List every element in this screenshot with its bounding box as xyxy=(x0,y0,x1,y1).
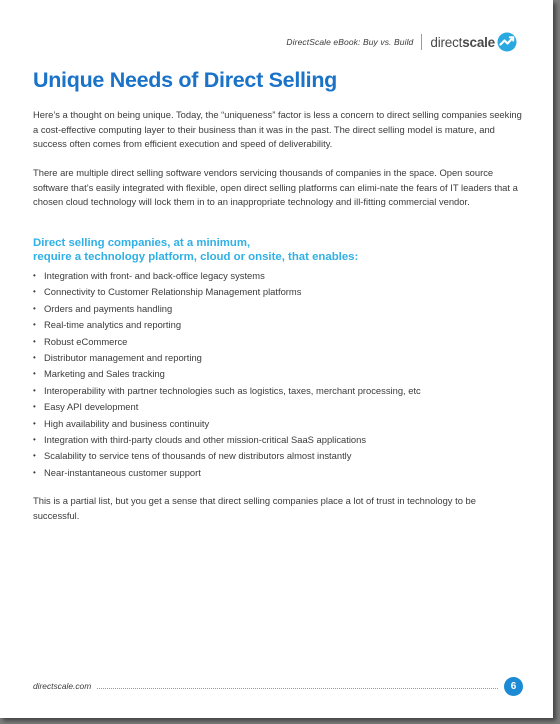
list-item xyxy=(33,366,421,382)
vendors-paragraph: There are multiple direct selling software vendors servicing thousands of companies in the space. Open source software that’s easily integrated with flexible, open direct selling platforms can elimi-nate the fears of IT leaders that a chosen cloud technology will lock them in to an inappropriate technology and ill-fitting commercial vendor. xyxy=(33,167,518,208)
bullet-icon: • xyxy=(33,336,36,346)
check-trend-icon xyxy=(497,32,517,52)
bullet-icon: • xyxy=(33,287,36,297)
list-item-text: Integration with front- and back-office legacy systems xyxy=(44,270,265,281)
list-item-text: Scalability to service tens of thousands of new distributors almost instantly xyxy=(44,450,352,462)
logo-text-scale: scale xyxy=(462,34,495,50)
list-item xyxy=(33,416,421,432)
list-item-text: Integration with third-party clouds and other mission-critical SaaS applications xyxy=(44,433,367,445)
page-header xyxy=(286,30,517,54)
directscale-logo xyxy=(430,32,517,52)
bullet-icon: • xyxy=(33,320,36,330)
closing-paragraph: This is a partial list, but you get a sense that direct selling companies place a lot of trust in technology to be successful. xyxy=(33,495,476,521)
page-title: Unique Needs of Direct Selling xyxy=(33,68,337,92)
list-item xyxy=(33,432,421,448)
list-item xyxy=(33,383,421,399)
list-item-text: Easy API development xyxy=(44,401,139,413)
page-footer xyxy=(33,676,523,696)
list-item-text: Near-instantaneous customer support xyxy=(44,466,201,478)
footer-dotted-rule xyxy=(97,688,498,689)
bullet-icon: • xyxy=(33,402,36,412)
list-item xyxy=(33,268,421,284)
page-number-badge: 6 xyxy=(504,677,523,696)
logo-text-direct: direct xyxy=(430,34,463,50)
requirements-list xyxy=(33,268,421,481)
list-item-text: Marketing and Sales tracking xyxy=(44,368,165,380)
list-item-text: Distributor management and reporting xyxy=(44,351,202,363)
list-item-text: Robust eCommerce xyxy=(44,335,128,347)
bullet-icon: • xyxy=(33,303,36,313)
header-doc-label: DirectScale eBook: Buy vs. Build xyxy=(286,37,414,47)
list-item xyxy=(33,317,421,333)
list-item-text: Real-time analytics and reporting xyxy=(44,319,182,331)
list-item xyxy=(33,334,421,350)
intro-paragraph: Here’s a thought on being unique. Today, the “uniqueness” factor is less a concern to direct selling companies seeking a cost-effective computing layer to their business than it was in the past. The direct selling model is mature, and success often comes from efficient execution and speed of deliverability. xyxy=(33,109,522,150)
list-item xyxy=(33,350,421,366)
list-item-text: Connectivity to Customer Relationship Management platforms xyxy=(44,286,302,298)
bullet-icon: • xyxy=(33,467,36,477)
bullet-icon: • xyxy=(33,418,36,428)
list-item xyxy=(33,465,421,481)
subheading-line-1: Direct selling companies, at a minimum, xyxy=(33,237,251,249)
list-item-text: Orders and payments handling xyxy=(44,302,173,314)
bullet-icon: • xyxy=(33,451,36,461)
bullet-icon: • xyxy=(33,352,36,362)
header-divider xyxy=(421,34,422,50)
subheading-line-2: require a technology platform, cloud or onsite, that enables: xyxy=(33,251,359,264)
bullet-icon: • xyxy=(33,369,36,379)
list-item xyxy=(33,448,421,464)
list-item xyxy=(33,301,421,317)
list-item xyxy=(33,284,421,300)
footer-url[interactable]: directscale.com xyxy=(33,681,92,691)
bullet-icon: • xyxy=(33,385,36,395)
list-item xyxy=(33,399,421,415)
bullet-icon: • xyxy=(33,271,36,280)
bullet-icon: • xyxy=(33,434,36,444)
list-item-text: Interoperability with partner technologies such as logistics, taxes, merchant processing, etc xyxy=(44,384,421,396)
list-item-text: High availability and business continuity xyxy=(44,417,210,429)
section-subheading xyxy=(33,236,513,265)
